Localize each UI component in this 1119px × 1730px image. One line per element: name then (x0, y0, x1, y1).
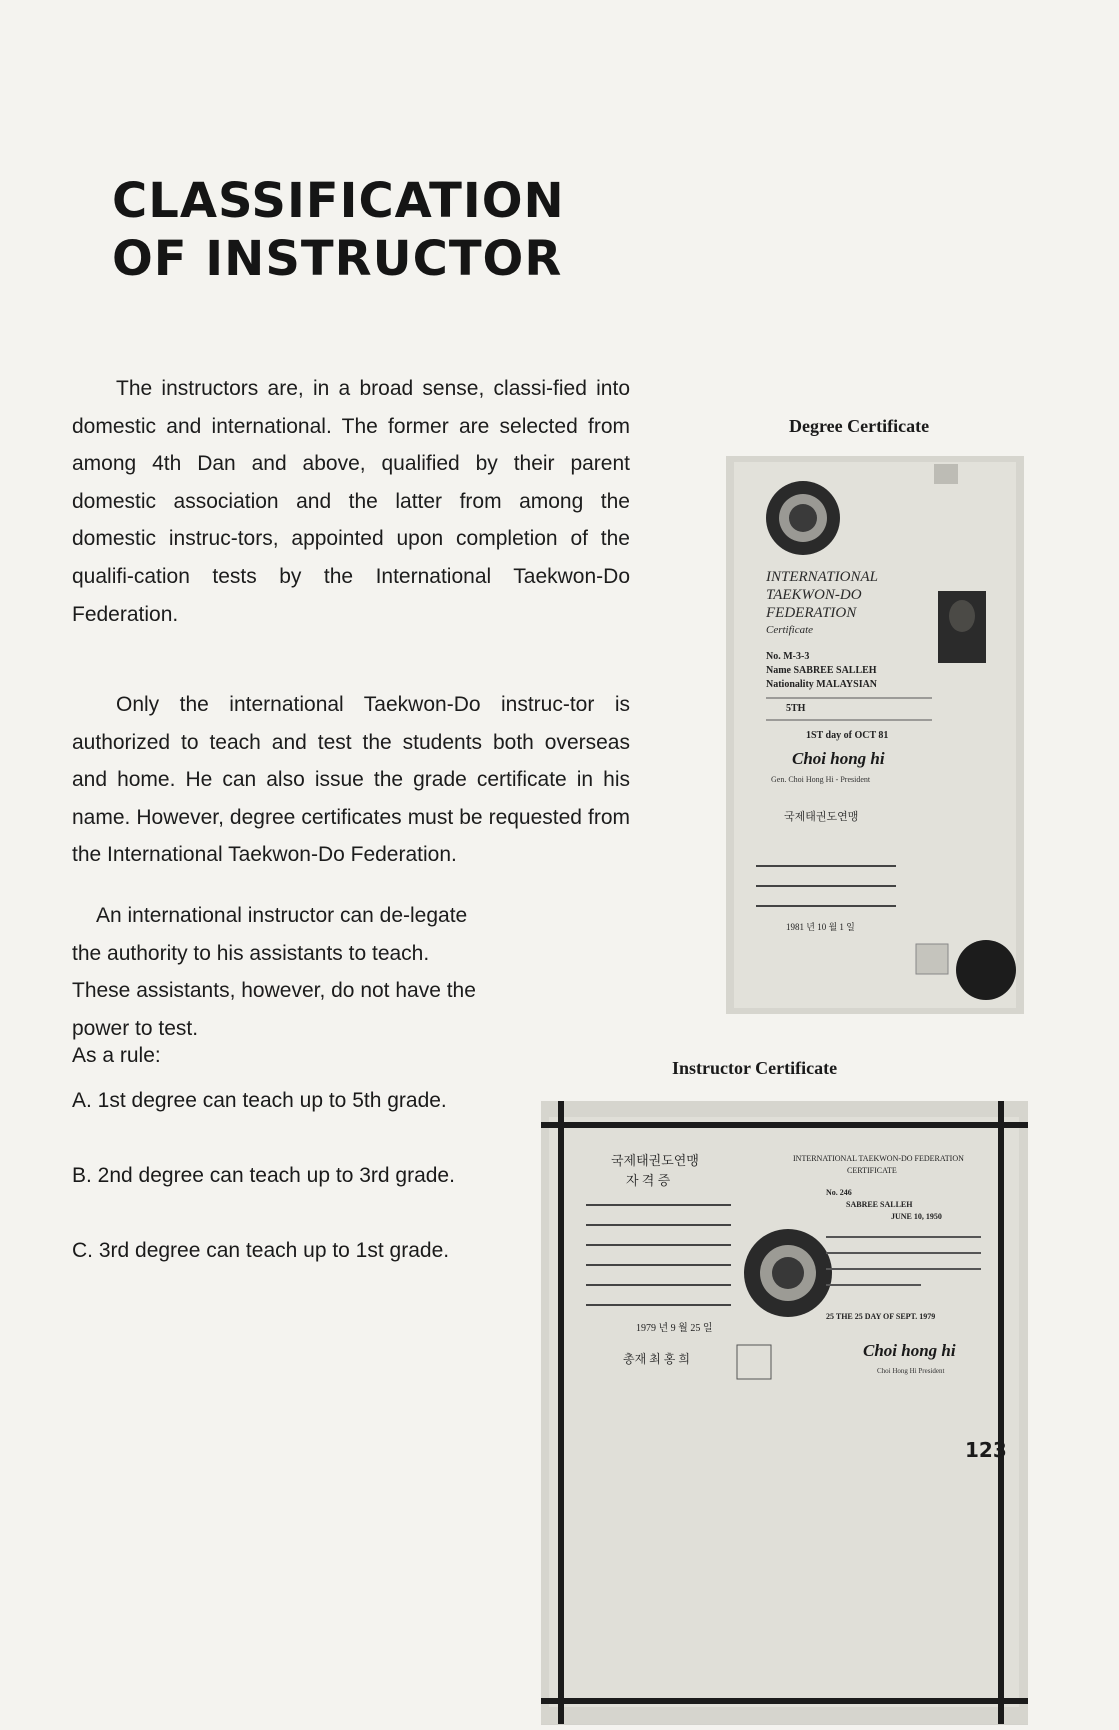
title-line-1: CLASSIFICATION (112, 173, 565, 229)
korean-signer: 총재 최 홍 희 (623, 1352, 690, 1366)
seal-icon (956, 940, 1016, 1000)
cert-number: No. M-3-3 (766, 651, 810, 662)
holder-born: JUNE 10, 1950 (891, 1212, 942, 1221)
federation-emblem-icon (766, 481, 840, 555)
paragraph-delegation: An international instructor can de-legate the authority to his assistants to teach. These assistants, however, do not have the power to test. (72, 904, 476, 1040)
korean-date: 1981 년 10 월 1 일 (786, 922, 855, 932)
korean-org: 국제태권도연맹 (611, 1153, 699, 1168)
org-line-3: FEDERATION (766, 605, 857, 621)
doc-type: Certificate (766, 624, 814, 636)
rule-intro: As a rule: (72, 1044, 161, 1067)
rule-item: C. 3rd degree can teach up to 1st grade. (72, 1239, 450, 1262)
page-number: 123 (965, 1438, 1007, 1462)
instructor-certificate-caption: Instructor Certificate (672, 1058, 838, 1078)
holder-photo-icon (938, 591, 986, 663)
korean-date: 1979 년 9 월 25 일 (636, 1323, 713, 1334)
holder-nationality: Nationality MALAYSIAN (766, 679, 878, 690)
signature: Choi hong hi (863, 1341, 956, 1360)
issue-date: 1ST day of OCT 81 (806, 730, 889, 741)
signature: Choi hong hi (792, 749, 885, 768)
header-line-1: INTERNATIONAL TAEKWON-DO FEDERATION (793, 1154, 964, 1163)
holder-name: SABREE SALLEH (846, 1200, 913, 1209)
cert-number: No. 246 (826, 1188, 852, 1197)
rule-item: B. 2nd degree can teach up to 3rd grade. (72, 1164, 455, 1187)
org-line-2: TAEKWON-DO (766, 587, 862, 603)
instructor-certificate-frame (541, 1101, 1028, 1724)
degree-certificate-caption: Degree Certificate (789, 416, 930, 436)
holder-name: Name SABREE SALLEH (766, 665, 877, 676)
federation-emblem-icon (744, 1229, 832, 1317)
page-title (112, 172, 565, 288)
degree-certificate-photo (726, 456, 1024, 1014)
org-line-1: INTERNATIONAL (766, 569, 878, 585)
stamp-icon (934, 464, 958, 484)
degree-level: 5TH (786, 703, 806, 714)
signer: Gen. Choi Hong Hi - President (771, 775, 871, 784)
date-line: 25 THE 25 DAY OF SEPT. 1979 (826, 1312, 936, 1321)
paragraph-international-authority: Only the international Taekwon-Do instruc-tor is authorized to teach and test the students both overseas and home. He can also issue the grade certificate in his name. However, degree certificates must be requested from the International Taekwon-Do Federation. (72, 693, 630, 867)
korean-org: 국제태권도연맹 (784, 811, 859, 823)
korean-title: 자 격 증 (626, 1173, 671, 1188)
signer: Choi Hong Hi President (877, 1367, 945, 1375)
rule-item: A. 1st degree can teach up to 5th grade. (72, 1089, 447, 1112)
paragraph-classification: The instructors are, in a broad sense, classi-fied into domestic and international. The former are selected from among 4th Dan and above, qualified by their parent domestic association and the latter from among the domestic instruc-tors, appointed upon completion of the qualifi-cation tests by the International Taekwon-Do Federation. (72, 377, 630, 626)
title-line-2: OF INSTRUCTOR (112, 231, 563, 287)
header-line-2: CERTIFICATE (847, 1166, 897, 1175)
